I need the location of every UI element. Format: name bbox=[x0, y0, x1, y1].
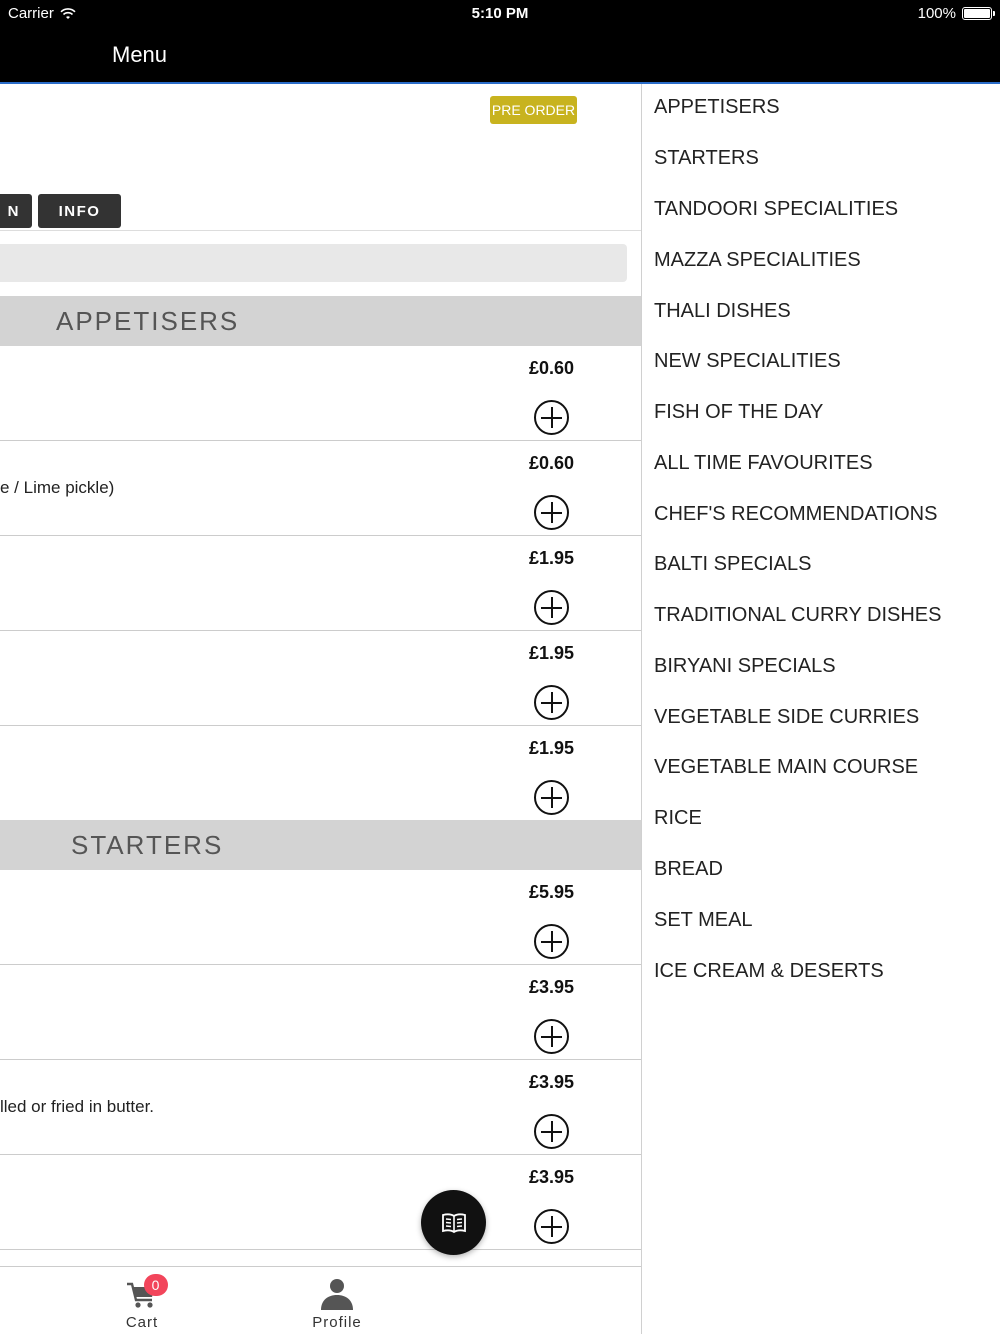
add-item-button[interactable] bbox=[534, 495, 569, 530]
add-item-button[interactable] bbox=[534, 685, 569, 720]
category-item-thali[interactable]: THALI DISHES bbox=[654, 300, 791, 322]
menu-item-row[interactable] bbox=[0, 965, 642, 1060]
item-price: £3.95 bbox=[528, 1167, 575, 1187]
menu-item-row[interactable] bbox=[0, 1155, 642, 1250]
add-item-button[interactable] bbox=[534, 1114, 569, 1149]
add-item-button[interactable] bbox=[534, 400, 569, 435]
item-description: lled or fried in butter. bbox=[0, 1097, 155, 1116]
tab-profile[interactable] bbox=[277, 1267, 397, 1334]
item-price: £3.95 bbox=[528, 1072, 575, 1092]
search-input[interactable] bbox=[0, 244, 627, 282]
category-item-veg-main[interactable]: VEGETABLE MAIN COURSE bbox=[654, 756, 919, 778]
item-price: £1.95 bbox=[528, 738, 575, 758]
item-price: £5.95 bbox=[528, 882, 575, 902]
add-item-button[interactable] bbox=[534, 780, 569, 815]
category-item-desserts[interactable]: ICE CREAM & DESERTS bbox=[654, 960, 884, 982]
category-item-tandoori[interactable]: TANDOORI SPECIALITIES bbox=[654, 198, 899, 220]
menu-item-row[interactable] bbox=[0, 346, 642, 441]
carrier-label: Carrier bbox=[8, 5, 54, 22]
item-price: £3.95 bbox=[528, 977, 575, 997]
tab-info[interactable]: INFO bbox=[38, 194, 121, 228]
tab-partial[interactable]: N bbox=[0, 194, 32, 228]
category-item-biryani[interactable]: BIRYANI SPECIALS bbox=[654, 655, 836, 677]
category-item-bread[interactable]: BREAD bbox=[654, 858, 723, 880]
category-item-veg-side[interactable]: VEGETABLE SIDE CURRIES bbox=[654, 706, 920, 728]
item-price: £1.95 bbox=[528, 548, 575, 568]
category-item-set-meal[interactable]: SET MEAL bbox=[654, 909, 753, 931]
item-price: £1.95 bbox=[528, 643, 575, 663]
menu-item-row[interactable] bbox=[0, 726, 642, 821]
menu-item-row[interactable] bbox=[0, 441, 642, 536]
item-price: £0.60 bbox=[528, 358, 575, 378]
menu-item-row[interactable] bbox=[0, 536, 642, 631]
category-item-chefs[interactable]: CHEF'S RECOMMENDATIONS bbox=[654, 503, 938, 525]
bottom-tab-bar bbox=[0, 1266, 642, 1334]
add-item-button[interactable] bbox=[534, 1019, 569, 1054]
category-item-mazza[interactable]: MAZZA SPECIALITIES bbox=[654, 249, 861, 271]
section-header-appetisers: APPETISERS bbox=[0, 296, 642, 346]
add-item-button[interactable] bbox=[534, 1209, 569, 1244]
menu-item-row[interactable] bbox=[0, 1060, 642, 1155]
category-item-new-specialities[interactable]: NEW SPECIALITIES bbox=[654, 350, 841, 372]
add-item-button[interactable] bbox=[534, 924, 569, 959]
cart-icon bbox=[122, 1276, 162, 1310]
main-content bbox=[0, 84, 642, 1334]
navigation-bar bbox=[0, 28, 1000, 84]
tab-profile-label: Profile bbox=[312, 1314, 362, 1331]
cart-count-badge: 0 bbox=[144, 1274, 168, 1296]
preorder-badge[interactable]: PRE ORDER bbox=[490, 96, 577, 124]
tab-cart[interactable] bbox=[82, 1267, 202, 1334]
item-price: £0.60 bbox=[528, 453, 575, 473]
status-time: 5:10 PM bbox=[471, 5, 529, 22]
category-item-balti[interactable]: BALTI SPECIALS bbox=[654, 553, 812, 575]
category-item-fish[interactable]: FISH OF THE DAY bbox=[654, 401, 824, 423]
person-icon bbox=[317, 1276, 357, 1310]
battery-info bbox=[918, 5, 992, 22]
category-side-menu bbox=[643, 84, 1000, 1334]
section-header-starters: STARTERS bbox=[0, 820, 642, 870]
add-item-button[interactable] bbox=[534, 590, 569, 625]
category-item-traditional-curry[interactable]: TRADITIONAL CURRY DISHES bbox=[654, 604, 942, 626]
menu-fab-button[interactable] bbox=[421, 1190, 486, 1255]
divider bbox=[0, 230, 642, 231]
category-item-rice[interactable]: RICE bbox=[654, 807, 702, 829]
nav-title: Menu bbox=[112, 42, 168, 67]
item-description: e / Lime pickle) bbox=[0, 478, 115, 497]
category-item-favourites[interactable]: ALL TIME FAVOURITES bbox=[654, 452, 873, 474]
battery-percent: 100% bbox=[917, 5, 956, 22]
status-bar bbox=[0, 0, 1000, 28]
menu-book-icon bbox=[441, 1212, 467, 1234]
battery-icon bbox=[962, 7, 992, 20]
menu-item-row[interactable] bbox=[0, 631, 642, 726]
menu-item-row[interactable] bbox=[0, 870, 642, 965]
category-item-appetisers[interactable]: APPETISERS bbox=[654, 96, 780, 118]
tab-cart-label: Cart bbox=[125, 1314, 159, 1331]
category-item-starters[interactable]: STARTERS bbox=[654, 147, 759, 169]
